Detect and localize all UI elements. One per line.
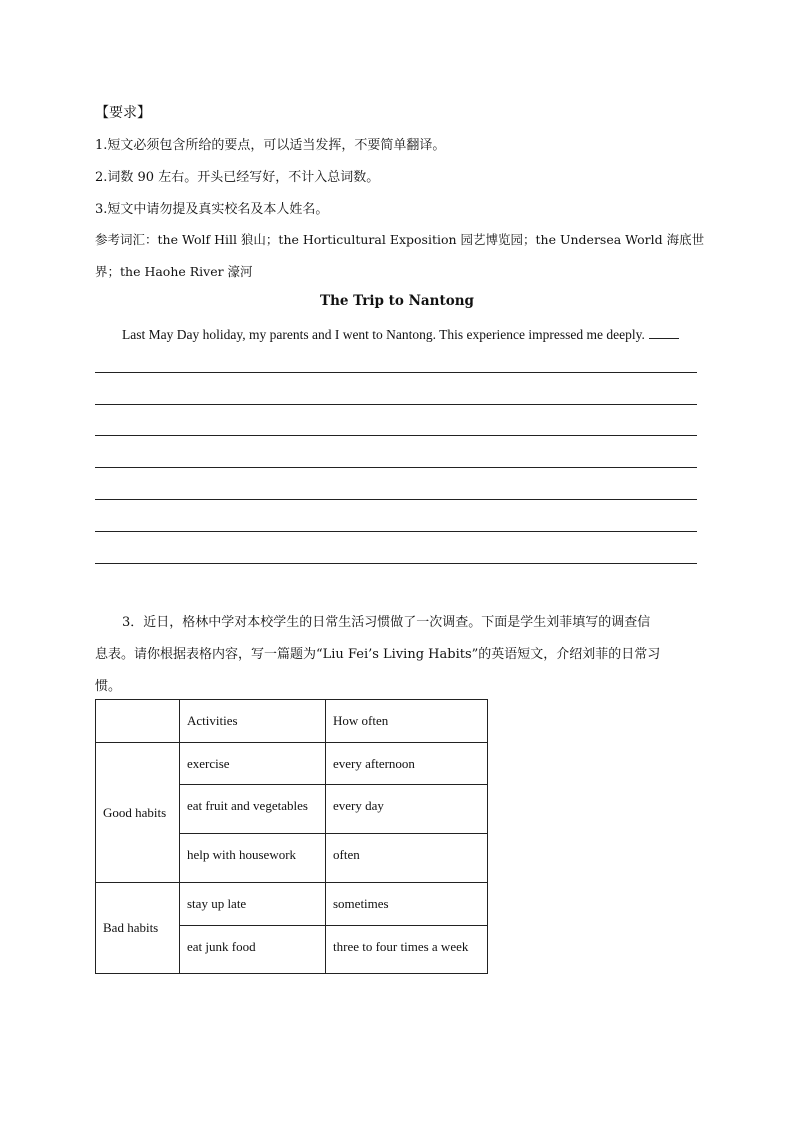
frequency-text: every afternoon: [333, 756, 415, 771]
essay-title: The Trip to Nantong: [320, 293, 474, 309]
essay-opening: Last May Day holiday, my parents and I went to Nantong. This experience impressed me deeply.: [122, 327, 645, 342]
writing-line[interactable]: [95, 563, 697, 564]
table-row: [96, 883, 488, 926]
writing-line[interactable]: [95, 372, 697, 373]
activity-text: stay up late: [187, 896, 247, 911]
essay-opening-line: [122, 326, 679, 343]
requirement-item-1: 1.短文必须包含所给的要点，可以适当发挥，不要简单翻译。: [95, 138, 446, 153]
table-cell: [326, 883, 488, 926]
how-often-header: How often: [333, 713, 389, 728]
writing-blank[interactable]: [649, 326, 679, 339]
frequency-text: often: [333, 847, 360, 862]
frequency-text: every day: [333, 798, 384, 813]
activities-header: Activities: [187, 713, 238, 728]
activity-text: eat junk food: [187, 939, 256, 954]
requirement-item-2: 2.词数 90 左右。开头已经写好，不计入总词数。: [95, 170, 380, 185]
question3-line-1: 3．近日，格林中学对本校学生的日常生活习惯做了一次调查。下面是学生刘菲填写的调查信: [122, 615, 651, 630]
table-cell: [326, 743, 488, 785]
requirement-item-3: 3.短文中请勿提及真实校名及本人姓名。: [95, 202, 329, 217]
frequency-text: sometimes: [333, 896, 389, 911]
table-header-row: [96, 700, 488, 743]
writing-line[interactable]: [95, 404, 697, 405]
question3-line-2: 息表。请你根据表格内容，写一篇题为“Liu Fei’s Living Habits”的英语短文，介绍刘菲的日常习: [95, 647, 661, 662]
activity-text: exercise: [187, 756, 230, 771]
requirements-heading: 【要求】: [95, 105, 151, 121]
writing-line[interactable]: [95, 531, 697, 532]
table-cell: [326, 834, 488, 883]
activity-text: eat fruit and vegetables: [187, 798, 308, 813]
table-cell: [180, 834, 326, 883]
writing-line[interactable]: [95, 467, 697, 468]
table-cell: [326, 926, 488, 974]
table-cell: [180, 883, 326, 926]
good-habits-label: Good habits: [96, 743, 180, 883]
table-cell: [180, 926, 326, 974]
habits-table: [95, 699, 488, 974]
table-header-cell: [326, 700, 488, 743]
question3-line-3: 惯。: [95, 679, 122, 694]
table-row: [96, 743, 488, 785]
vocabulary-line-1: 参考词汇：the Wolf Hill 狼山；the Horticultural Exposition 园艺博览园；the Undersea World 海底世: [95, 232, 705, 247]
bad-habits-label: Bad habits: [96, 883, 180, 974]
writing-line[interactable]: [95, 499, 697, 500]
writing-line[interactable]: [95, 435, 697, 436]
activity-text: help with housework: [187, 847, 297, 862]
table-header-cell: [180, 700, 326, 743]
table-header-cell: [96, 700, 180, 743]
frequency-text: three to four times a week: [333, 939, 469, 954]
table-cell: [326, 785, 488, 834]
vocabulary-line-2: 界；the Haohe River 濠河: [95, 264, 253, 279]
table-cell: [180, 743, 326, 785]
table-cell: [180, 785, 326, 834]
